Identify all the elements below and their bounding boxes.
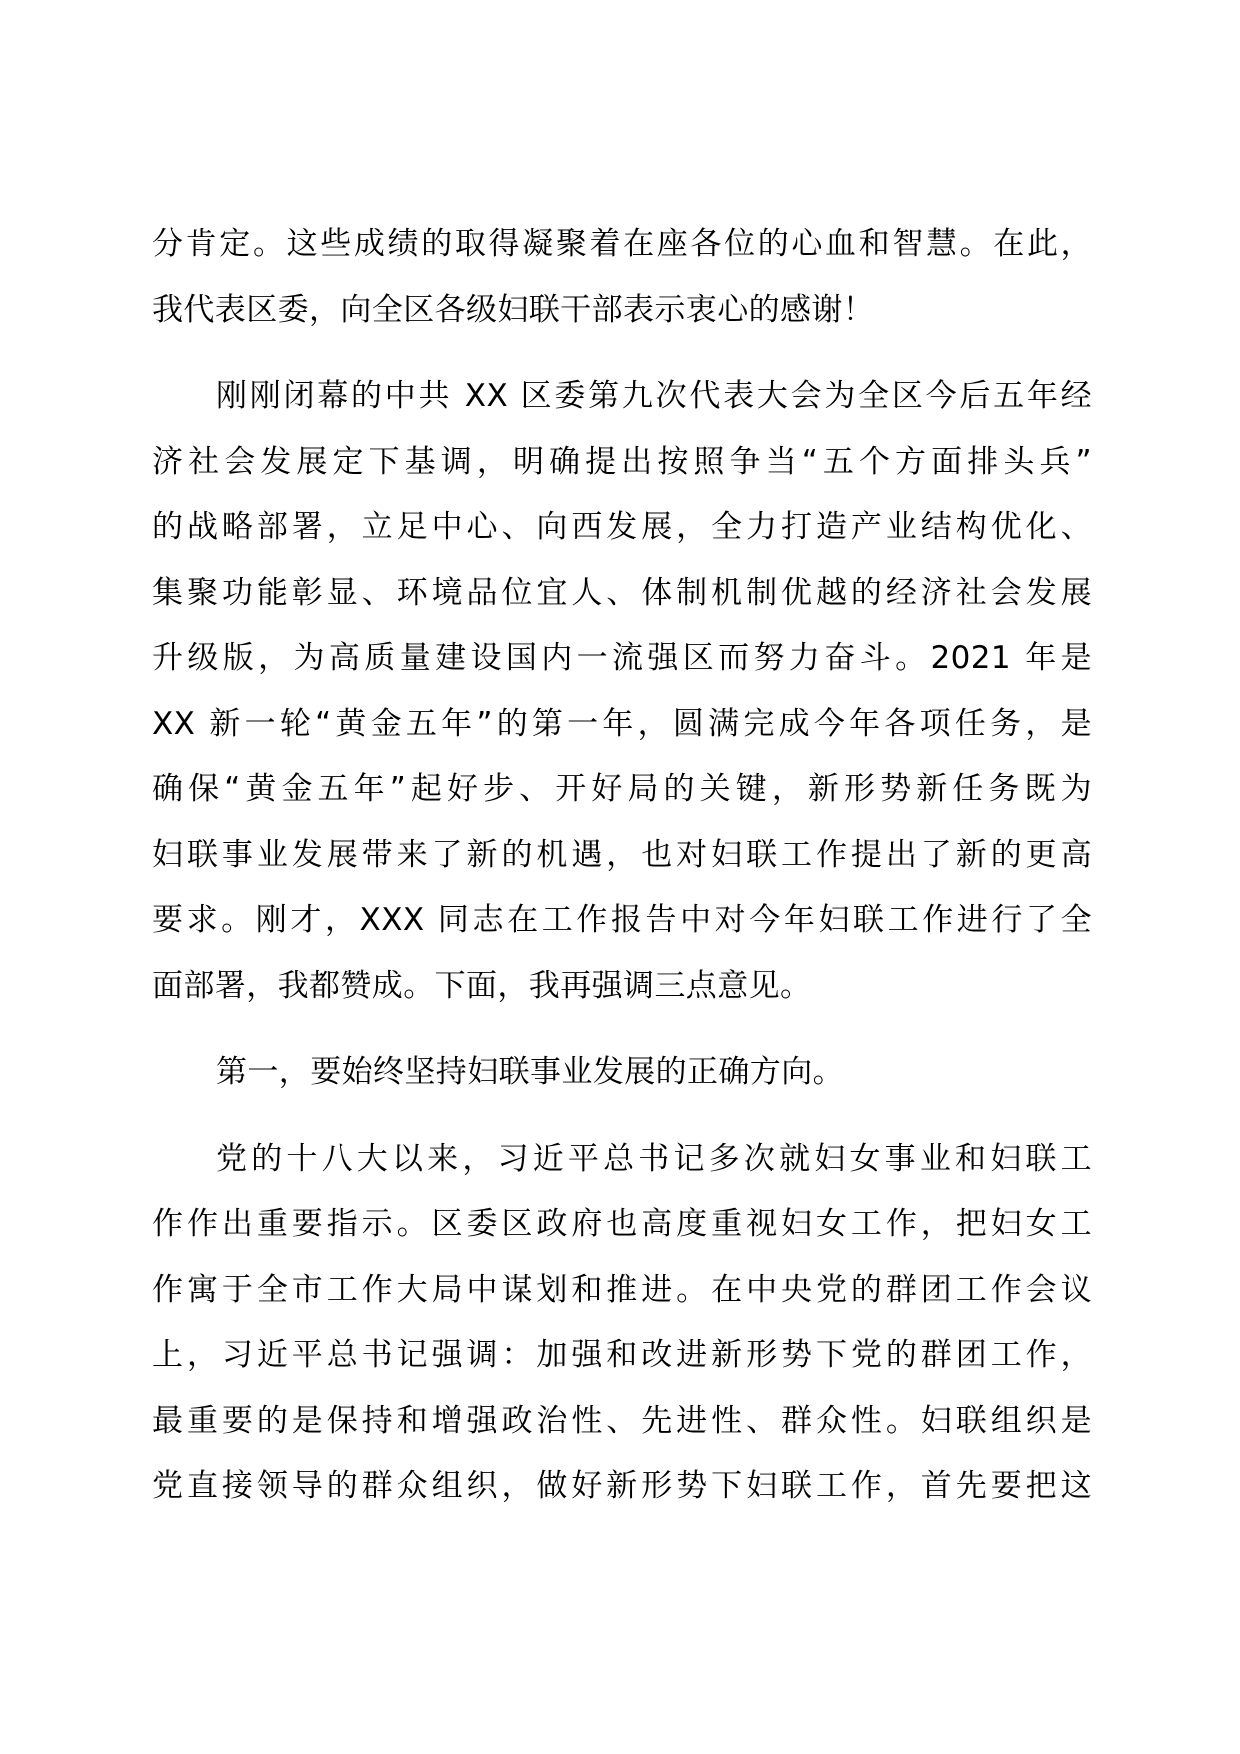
text-line: 要求。刚才，XXX 同志在工作报告中对今年妇联工作进行了全: [152, 902, 1092, 938]
text-line: 最重要的是保持和增强政治性、先进性、群众性。妇联组织是: [152, 1402, 1092, 1439]
paragraph-closing-thanks: [152, 212, 1092, 343]
text-line: 党的十八大以来，习近平总书记多次就妇女事业和妇联工: [216, 1140, 1092, 1177]
text-line: 作寓于全市工作大局中谋划和推进。在中央党的群团工作会议: [152, 1271, 1092, 1308]
paragraph-party-guidance: [152, 1127, 1092, 1520]
text-line: 面部署，我都赞成。下面，我再强调三点意见。: [152, 967, 812, 1004]
document-body: [152, 212, 1092, 1520]
paragraph-gap: [152, 1106, 1092, 1127]
text-line: 济社会发展定下基调，明确提出按照争当“五个方面排头兵”: [152, 443, 1092, 480]
paragraph-gap: [152, 1019, 1092, 1040]
text-line: 刚刚闭幕的中共 XX 区委第九次代表大会为全区今后五年经: [216, 378, 1092, 414]
text-line: 升级版，为高质量建设国内一流强区而努力奋斗。2021 年是: [152, 640, 1092, 676]
text-line: 作作出重要指示。区委区政府也高度重视妇女工作，把妇女工: [152, 1206, 1092, 1242]
text-line: 的战略部署，立足中心、向西发展，全力打造产业结构优化、: [152, 509, 1092, 545]
text-line: 上，习近平总书记强调：加强和改进新形势下党的群团工作，: [152, 1337, 1092, 1373]
text-line: 分肯定。这些成绩的取得凝聚着在座各位的心血和智慧。在此，: [152, 226, 1092, 262]
text-line: 我代表区委，向全区各级妇联干部表示衷心的感谢！: [152, 291, 875, 328]
paragraph-gap: [152, 343, 1092, 364]
text-line: 集聚功能彰显、环境品位宜人、体制机制优越的经济社会发展: [152, 574, 1092, 611]
section-heading-first-point: [152, 1040, 1092, 1106]
paragraph-congress-background: [152, 364, 1092, 1019]
text-line: 妇联事业发展带来了新的机遇，也对妇联工作提出了新的更高: [152, 836, 1092, 873]
text-line: XX 新一轮“黄金五年”的第一年，圆满完成今年各项任务，是: [152, 705, 1092, 742]
text-line: 党直接领导的群众组织，做好新形势下妇联工作，首先要把这: [152, 1468, 1092, 1504]
text-line: 第一，要始终坚持妇联事业发展的正确方向。: [216, 1054, 844, 1090]
text-line: 确保“黄金五年”起好步、开好局的关键，新形势新任务既为: [152, 771, 1092, 807]
